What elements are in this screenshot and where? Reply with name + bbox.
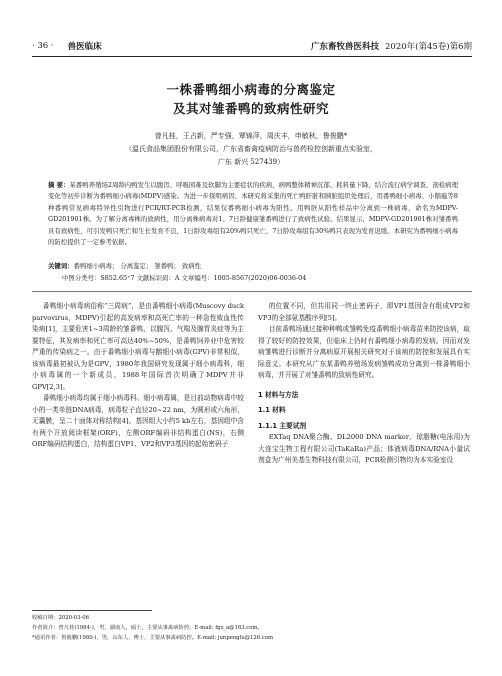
abstract-label: 摘 要： (48, 181, 70, 189)
running-header (32, 38, 472, 54)
header-rule (32, 56, 472, 57)
address: 广东 新兴 527439） (217, 158, 285, 166)
keywords-text: 番鸭细小病毒； 分离鉴定； 雏番鸭； 致病性 (73, 262, 202, 270)
section-heading-1-1: 1.1 材料 (258, 406, 286, 414)
footnote-corresponding: *通讯作者：鲁俊鹏(1980-)，男，山东人，博士，主要从事禽病防控。E-mail: junpenglu@126.com (32, 635, 274, 641)
section-heading-1: 1 材料与方法 (258, 390, 299, 399)
footnote-author: 作者简介：曾凡桂(1984-)，男，湖南人，硕士，主要从事禽病防控。E-mail: fgz_a@163.com。 (32, 625, 263, 631)
abstract (48, 180, 458, 248)
abstract-rule (32, 291, 472, 292)
title-line-1: 一株番鸭细小病毒的分离鉴定 (166, 82, 336, 97)
classification-line: 中图分类号：S852.65⁺7 文献标识码：A 文章编号：1005-8567(2020)06-0036-04 (62, 274, 307, 282)
authors: 曾凡桂，王占新，严专强，覃锦萍，周庆丰，申敏秋，鲁俊鹏* (154, 132, 348, 140)
footnote-received: 收稿日期：2020-03-06 (32, 615, 90, 621)
affiliation: （温氏食品集团股份有限公司，广东省畜禽疫病防治与兽药检控创新重点实验室， (125, 145, 377, 153)
intro-paragraph-4: 目前番鸭场通过接种种鸭或雏鸭免疫番鸭细小病毒苗来防控该病，取得了较好的防控效果，但临床上仍时有番鸭细小病毒的发病。因而对发病雏鸭进行诊断并分离病原开展相关研究对于该病的防控和发展具有实际意义。本研究从广东某番鸭养殖场发病雏鸭成功分离到一株番鸭细小病毒，并开展了对雏番鸭的致病性研究。 (258, 325, 470, 379)
keywords-label: 关键词： (48, 262, 74, 270)
title-line-2: 及其对雏番鸭的致病性研究 (172, 101, 329, 116)
abstract-text: 某番鸭养殖场2周龄内鸭发生以腹泻、呼吸困难及软脚为主要症状的疾病，病鸭整体精神沉郁、耗料量下降，结合流行病学调查、剖检病理变化等初步诊断为番鸭细小病毒(MDPV)感染。为进一步探明病因，本研究将采集的死亡鸭肝脏和胰脏组织处理后，用番鸭细小病毒、小鹅瘟等8种番鸭常见病毒特异性引物进行PCR/RT-PCR检测，结果仅番鸭细小病毒为阳性。用鸭胚从阳性样品中分离到一株病毒，命名为MDPV-GD201901株。为了解分离毒株的致病性，用分离株病毒对1、7日龄健康雏番鸭进行了致病性试验。结果显示，MDPV-GD201901株对雏番鸭具有致病性，可引发鸭只死亡和生长发育不良，1日龄攻毒组有20%鸭只死亡，7日龄攻毒组有30%鸭只表现为发育迟缓。本研究为番鸭细小病毒的防控提供了一定参考依据。 (48, 181, 458, 247)
footnote-rule (32, 610, 152, 611)
methods-paragraph-1: EXTaq DNA聚合酶、DL2000 DNA marker、琼脂糖(电泳用)为大连宝生物工程有限公司(TaKaRa)产品；体液病毒DNA/RNA小量试剂盒为广州美基生物科技有限公司，PCR检测引物均为本实验室设 (258, 433, 470, 464)
page-number: · 36 · (32, 41, 54, 51)
issue-info: 2020年(第45卷)第6期 (385, 42, 472, 52)
intro-paragraph-2: 番鸭细小病毒均属于细小病毒科、细小病毒属，是目前动物病毒中较小的一类单链DNA病毒，病毒粒子直径20~22 nm，为圆形或六角形，无囊膜，呈二十面体对称结构[4]。基因组大小约5 kb左右，基因组中含有两个开放阅读框架(ORF)，左侧ORF编码非结构蛋白(NS)，右侧ORF编码结构蛋白，结构蛋白VP1、VP2和VP3基因的起始密码子 (32, 394, 244, 448)
intro-paragraph-1: 番鸭细小病毒病俗称“三周病”，是由番鸭细小病毒(Muscovy duck parvovirus，MDPV)引起的高发病率和高死亡率的一种急性败血性传染病[1]，主要危害1~3周龄的雏番鸭，以腹泻、气喘及腺胃炎症等为主要特征，其发病率和死亡率可高达40%~50%，是番鸭饲养业中危害较严重的传染病之一。由于番鸭细小病毒与鹅细小病毒(GPV)非常相似，该病毒最初被认为是GPV，1980年我国研究发现属于细小病毒科，细小病毒属的一个新成员，1988年国际首次明确了MDPV并非GPV[2,3]。 (32, 302, 244, 391)
keywords (48, 261, 458, 272)
section-name: 兽医临床 (67, 42, 102, 52)
right-column (258, 301, 470, 467)
intro-paragraph-3: 的位置不同，但共用同一终止密码子，即VP1基因含有组成VP2和VP3的全部氨基酸序列[5]。 (258, 302, 470, 322)
journal-info (311, 40, 472, 52)
journal-name: 广东畜牧兽医科技 (310, 42, 379, 52)
left-column (32, 301, 244, 451)
section-heading-1-1-1: 1.1.1 主要试剂 (258, 421, 307, 430)
